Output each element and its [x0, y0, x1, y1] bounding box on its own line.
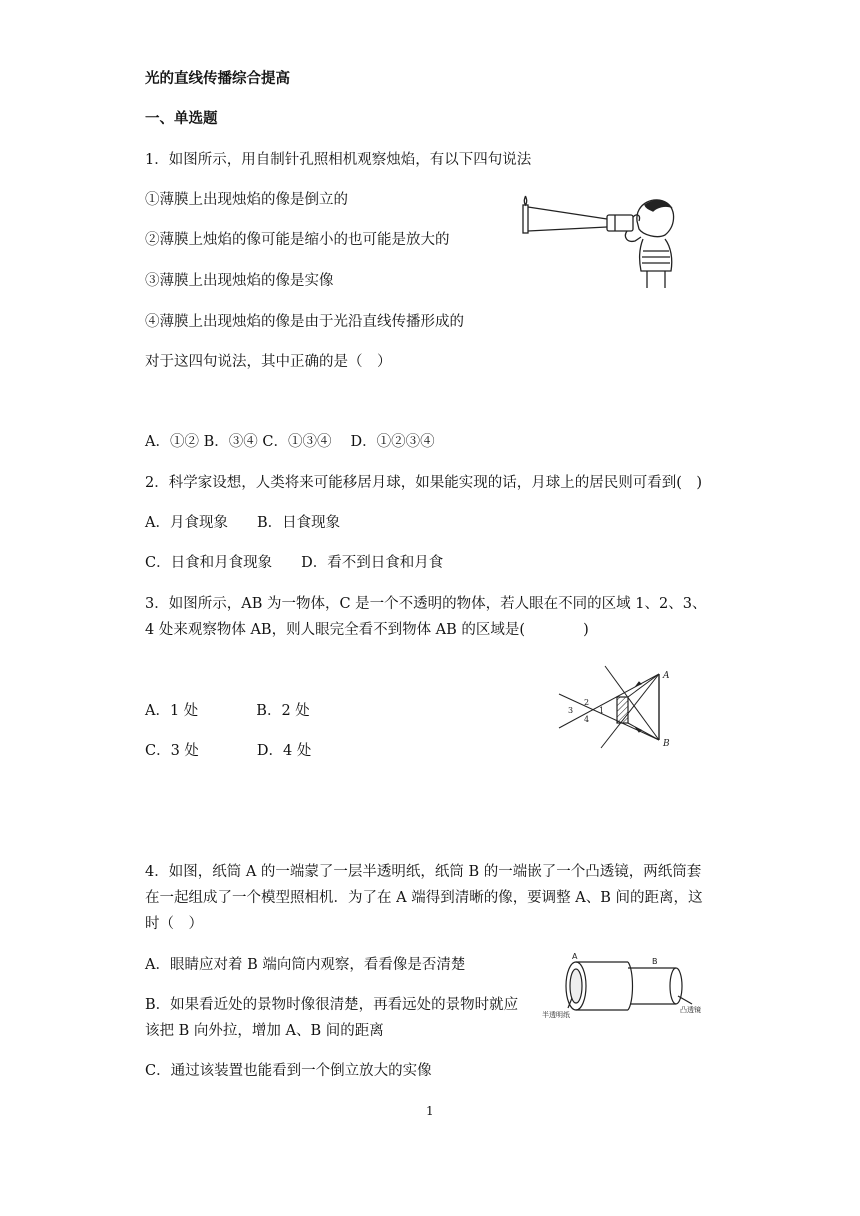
shadow-regions-figure	[555, 660, 685, 755]
tube-a-label: A	[572, 952, 578, 961]
q3-options-cd: C．3 处 D．4 处	[145, 743, 312, 759]
paper-label: 半透明纸	[542, 1011, 570, 1019]
q1-options: A．①② B．③④ C．①③④ D．①②③④	[145, 434, 435, 450]
q1-statement-3: ③薄膜上出现烛焰的像是实像	[145, 273, 334, 289]
candle-shape	[523, 205, 528, 233]
q1-statement-2: ②薄膜上烛焰的像可能是缩小的也可能是放大的	[145, 232, 450, 248]
paper-tube-camera-figure	[542, 950, 717, 1020]
q2-options-ab: A．月食现象 B．日食现象	[145, 515, 341, 531]
q4-stem-line-1: 4．如图，纸筒 A 的一端蒙了一层半透明纸，纸筒 B 的一端嵌了一个凸透镜，两纸筒套	[145, 864, 702, 880]
q1-question: 对于这四句说法，其中正确的是（ ）	[145, 354, 392, 370]
lens-label: 凸透镜	[680, 1006, 701, 1014]
region-1: 1	[599, 706, 605, 715]
q1-statement-4: ④薄膜上出现烛焰的像是由于光沿直线传播形成的	[145, 314, 464, 330]
q3-stem-line-2: 4 处来观察物体 AB，则人眼完全看不到物体 AB 的区域是( )	[145, 622, 589, 638]
tube-b-label: B	[652, 957, 658, 966]
label-a: A	[663, 671, 670, 681]
q3-options-ab: A．1 处 B．2 处	[145, 703, 310, 719]
page-number: 1	[426, 1104, 434, 1118]
region-4: 4	[584, 715, 590, 724]
section-heading: 一、单选题	[145, 110, 218, 127]
q1-stem: 1．如图所示，用自制针孔照相机观察烛焰，有以下四句说法	[145, 152, 532, 168]
page-title: 光的直线传播综合提高	[145, 70, 290, 87]
region-2: 2	[584, 698, 590, 707]
q4-option-c: C．通过该装置也能看到一个倒立放大的实像	[145, 1063, 432, 1079]
q3-stem-line-1: 3．如图所示，AB 为一物体，C 是一个不透明的物体，若人眼在不同的区域 1、2、3、	[145, 596, 707, 612]
region-3: 3	[568, 706, 574, 715]
q4-stem-line-3: 时（ ）	[145, 916, 203, 932]
flame-shape	[524, 196, 526, 205]
q2-stem: 2．科学家设想，人类将来可能移居月球，如果能实现的话，月球上的居民则可看到( )	[145, 475, 703, 491]
q4-option-a: A．眼睛应对着 B 端向筒内观察，看看像是否清楚	[145, 957, 466, 973]
q1-statement-1: ①薄膜上出现烛焰的像是倒立的	[145, 192, 348, 208]
q4-stem-line-2: 在一起组成了一个模型照相机．为了在 A 端得到清晰的像，要调整 A、B 间的距离，这	[145, 890, 703, 906]
q4-option-b-line-2: 该把 B 向外拉，增加 A、B 间的距离	[145, 1023, 384, 1039]
q4-option-b-line-1: B．如果看近处的景物时像很清楚，再看远处的景物时就应	[145, 997, 519, 1013]
label-b: B	[663, 739, 670, 749]
q2-options-cd: C．日食和月食现象 D．看不到日食和月食	[145, 555, 444, 571]
opaque-block	[617, 697, 628, 723]
pinhole-camera-figure	[515, 195, 685, 290]
